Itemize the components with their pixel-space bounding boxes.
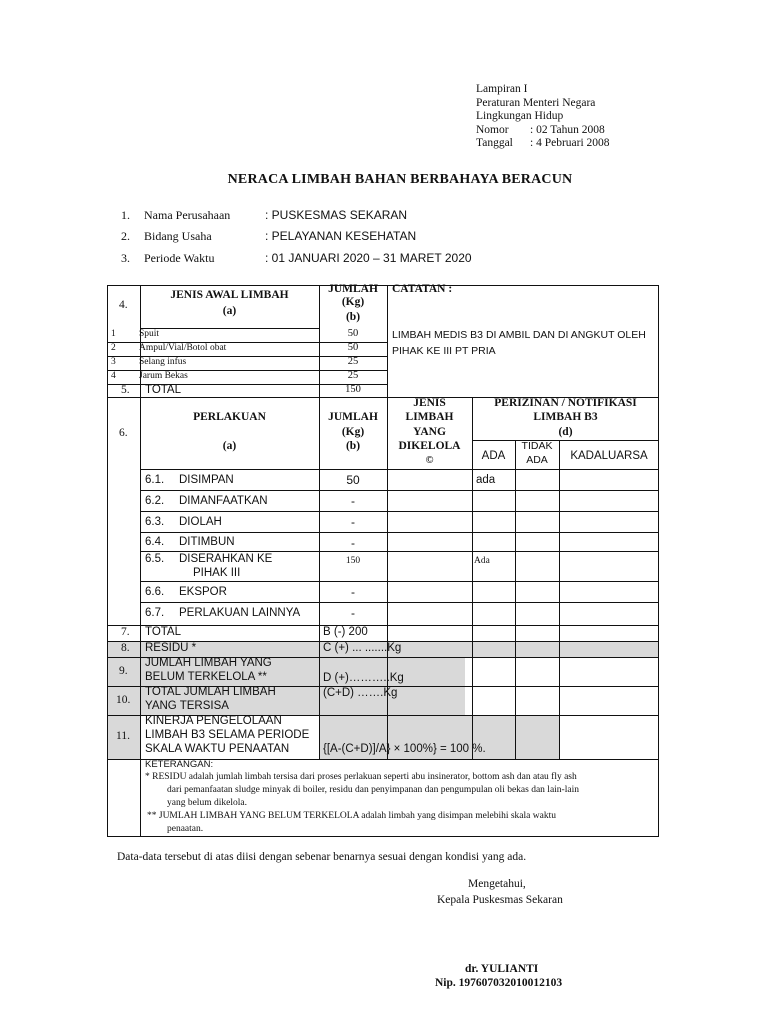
treatment-number: 6.6. [145, 586, 165, 598]
header-perizinan: (d) [558, 426, 573, 438]
info-line [121, 208, 407, 223]
treatment-number: 6.4. [145, 536, 165, 548]
info-label: Periode Waktu [144, 251, 215, 265]
header-perizinan: LIMBAH B3 [533, 411, 598, 423]
header-kg: (Kg) [341, 426, 365, 438]
treatment-amount: - [351, 536, 355, 550]
row-number: 9. [119, 665, 128, 677]
header-jumlah: JUMLAH [328, 283, 378, 295]
waste-name: Selang infus [139, 357, 187, 367]
info-value: : PELAYANAN KESEHATAN [265, 229, 417, 243]
header-perlakuan: PERLAKUAN [193, 411, 266, 423]
summary-value: B (-) 200 [323, 626, 368, 638]
summary-label: LIMBAH B3 SELAMA PERIODE [145, 729, 310, 741]
document-title: NERACA LIMBAH BAHAN BERBAHAYA BERACUN [227, 172, 573, 187]
treatment-number: 6.5. [145, 553, 165, 565]
footnote-residu: * RESIDU adalah jumlah limbah tersisa dari proses perlakuan seperti abu insinerator, bottom ash dan atau fly ash [145, 772, 577, 782]
total-amount: 150 [345, 384, 361, 395]
waste-amount: 25 [347, 356, 359, 367]
summary-value: C (+) ... .......Kg [323, 642, 402, 654]
header-jenis: YANG [413, 426, 446, 438]
row-number: 2 [111, 343, 116, 353]
header-jenis: © [425, 455, 434, 466]
summary-label: BELUM TERKELOLA ** [145, 671, 267, 683]
reference-line: Lampiran I [476, 83, 528, 95]
header-jenis-awal-sub: (a) [222, 305, 237, 317]
treatment-amount: - [351, 515, 355, 529]
treatment-name: PIHAK III [193, 567, 241, 579]
treatment-number: 6.7. [145, 607, 165, 619]
info-number: 1. [121, 208, 130, 222]
reference-block [476, 83, 610, 151]
catatan-label: CATATAN : [392, 283, 453, 295]
summary-label: RESIDU * [145, 642, 197, 654]
footnote-belum-terkelola: ** JUMLAH LIMBAH YANG BELUM TERKELOLA adalah limbah yang disimpan melebihi skala waktu [147, 811, 556, 821]
row-number: 11. [116, 730, 130, 742]
row-number: 10. [116, 694, 131, 706]
footnote-belum-terkelola: penaatan. [167, 824, 204, 834]
info-line [121, 251, 472, 266]
info-line [121, 229, 416, 244]
header-jenis: DIKELOLA [398, 440, 461, 452]
signatory-nip: Nip. 197607032010012103 [435, 977, 563, 989]
info-label: Nama Perusahaan [144, 208, 231, 222]
treatment-name: DISIMPAN [179, 474, 234, 486]
header-kg: (Kg) [341, 296, 365, 308]
summary-label: JUMLAH LIMBAH YANG [145, 657, 272, 669]
header-perizinan: PERIZINAN / NOTIFIKASI [494, 397, 637, 409]
header-jenis: JENIS [413, 397, 446, 409]
signatory-name: dr. YULIANTI [465, 963, 539, 975]
footnote-residu: yang belum dikelola. [167, 798, 247, 808]
catatan-text: LIMBAH MEDIS B3 DI AMBIL DAN DI ANGKUT OLEH [392, 329, 646, 341]
keterangan-label: KETERANGAN: [145, 759, 214, 770]
total-label: TOTAL [145, 384, 181, 396]
row-number: 7. [121, 626, 130, 638]
summary-label: KINERJA PENGELOLAAN [145, 715, 282, 727]
treatment-name: DIMANFAATKAN [179, 495, 268, 507]
treatment-name: DITIMBUN [179, 536, 235, 548]
section-number: 6. [119, 427, 128, 439]
col-tidak-ada: ADA [526, 454, 548, 466]
permit-ada: Ada [474, 556, 490, 566]
summary-label: YANG TERSISA [145, 700, 229, 712]
header-jenis: LIMBAH [405, 411, 454, 423]
section-number: 4. [119, 299, 128, 311]
col-kadaluarsa: KADALUARSA [570, 450, 648, 462]
summary-value: D (+)………..Kg [323, 672, 404, 684]
nomor-value: : 02 Tahun 2008 [530, 123, 605, 136]
treatment-number: 6.3. [145, 516, 165, 528]
waste-amount: 50 [347, 328, 359, 339]
treatment-name: PERLAKUAN LAINNYA [179, 607, 301, 619]
footnote-residu: dari pemanfaatan sludge minyak di boiler, residu dan penyimpanan dan pengumpulan oli bekas dan lain-lain [167, 785, 579, 795]
treatment-amount: - [351, 585, 355, 599]
row-number: 1 [111, 329, 116, 339]
waste-name: Ampul/Vial/Botol obat [139, 343, 227, 353]
reference-line: Lingkungan Hidup [476, 110, 564, 122]
col-tidak-ada: TIDAK [521, 440, 553, 452]
waste-name: Jarum Bekas [139, 371, 188, 381]
reference-line: Peraturan Menteri Negara [476, 96, 596, 109]
treatment-amount: - [351, 494, 355, 508]
tanggal-value: : 4 Pebruari 2008 [530, 137, 610, 149]
header-jumlah: JUMLAH [328, 411, 378, 423]
summary-value: {[A-(C+D)]/A} × 100%} = 100 %. [323, 743, 486, 755]
waste-name: Spuit [139, 329, 160, 339]
signature-title: Kepala Puskesmas Sekaran [437, 894, 563, 906]
row-number: 5. [121, 384, 130, 396]
info-value: : PUSKESMAS SEKARAN [265, 208, 408, 222]
catatan-text: PIHAK KE III PT PRIA [392, 345, 496, 357]
treatment-number: 6.1. [145, 474, 165, 486]
header-b: (b) [345, 311, 361, 323]
treatment-amount: 50 [346, 473, 360, 487]
tanggal-label: Tanggal [476, 137, 513, 149]
info-number: 3. [121, 251, 130, 265]
col-ada: ADA [481, 450, 506, 462]
signature-greeting: Mengetahui, [468, 878, 526, 890]
header-b: (b) [345, 440, 361, 452]
treatment-name: DISERAHKAN KE [179, 553, 273, 565]
info-label: Bidang Usaha [144, 229, 212, 243]
info-number: 2. [121, 229, 130, 243]
header-jenis-awal: JENIS AWAL LIMBAH [170, 289, 289, 301]
row-number: 8. [121, 642, 130, 654]
waste-amount: 25 [347, 370, 359, 381]
summary-value: (C+D) …….Kg [323, 687, 398, 699]
statement: Data-data tersebut di atas diisi dengan sebenar benarnya sesuai dengan kondisi yang ada. [117, 851, 527, 863]
treatment-number: 6.2. [145, 495, 165, 507]
summary-label: TOTAL [145, 626, 181, 638]
nomor-label: Nomor [476, 123, 509, 136]
treatment-name: EKSPOR [179, 586, 227, 598]
treatment-amount: 150 [345, 556, 361, 566]
summary-label: TOTAL JUMLAH LIMBAH [145, 686, 276, 698]
row-number: 4 [111, 371, 116, 381]
row-number: 3 [111, 357, 116, 367]
header-perlakuan-sub: (a) [222, 440, 237, 452]
waste-balance-table [107, 285, 659, 837]
treatment-name: DIOLAH [179, 516, 222, 528]
summary-label: SKALA WAKTU PENAATAN [145, 743, 290, 755]
waste-amount: 50 [347, 342, 359, 353]
treatment-amount: - [351, 606, 355, 620]
permit-ada: ada [476, 474, 496, 486]
info-value: : 01 JANUARI 2020 – 31 MARET 2020 [265, 251, 472, 265]
